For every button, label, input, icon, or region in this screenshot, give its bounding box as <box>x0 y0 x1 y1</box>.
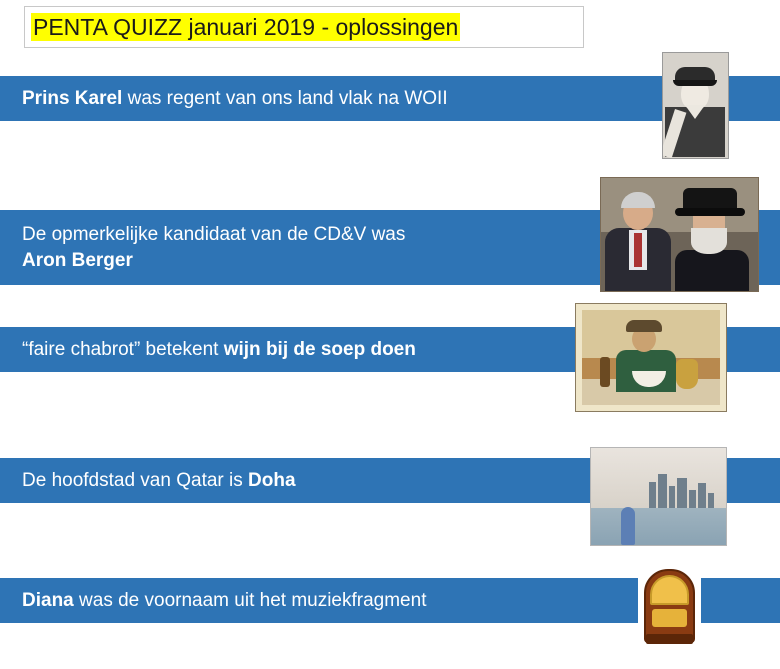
answer-2-line1: De opmerkelijke kandidaat van de CD&V was <box>22 223 406 245</box>
answer-4-bold: Doha <box>248 469 296 491</box>
jukebox-image <box>638 563 701 648</box>
answer-1-text <box>22 86 448 112</box>
answer-4-text <box>22 468 296 494</box>
answer-3-bold: wijn bij de soep doen <box>223 338 416 360</box>
answer-5-rest: was de voornaam uit het muziekfragment <box>73 589 427 611</box>
answer-4-prefix: De hoofdstad van Qatar is <box>22 469 249 491</box>
answer-5-bold: Diana <box>22 589 74 611</box>
title-placeholder[interactable] <box>24 6 584 48</box>
answer-5-text <box>22 588 426 614</box>
faire-chabrot-painting <box>575 303 727 412</box>
answer-1-bold: Prins Karel <box>22 87 123 109</box>
doha-skyline-photo <box>590 447 727 546</box>
portrait-prins-karel-photo <box>662 52 729 159</box>
aron-berger-photo <box>600 177 759 292</box>
answer-3-text <box>22 337 416 363</box>
answer-2-line2-bold: Aron Berger <box>22 249 133 271</box>
answer-3-prefix: “faire chabrot” betekent <box>22 338 224 360</box>
page-title: PENTA QUIZZ januari 2019 - oplossingen <box>33 14 459 40</box>
answer-2-text <box>22 222 405 274</box>
answer-1-rest: was regent van ons land vlak na WOII <box>122 87 448 109</box>
